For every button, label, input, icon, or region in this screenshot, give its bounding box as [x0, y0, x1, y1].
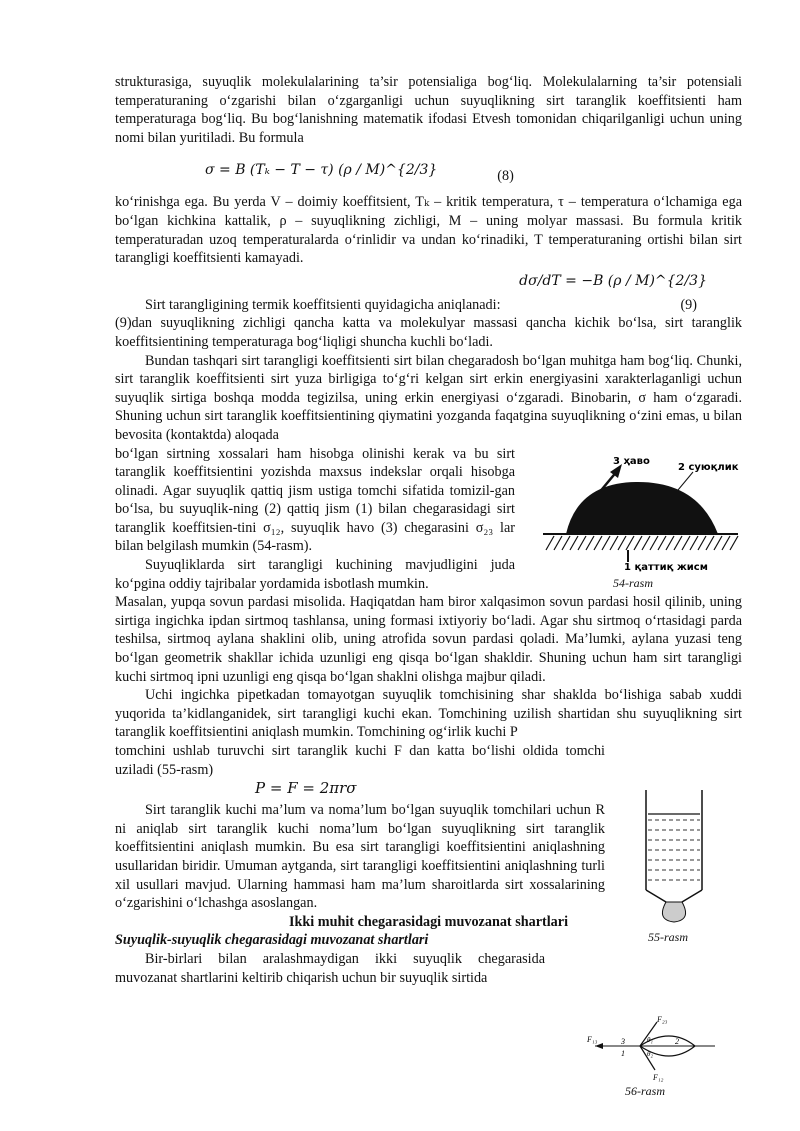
lens-diagram	[585, 1010, 725, 1085]
droplet-shape	[566, 482, 718, 534]
formula-number: (9)	[680, 296, 697, 313]
paragraph: strukturasiga, suyuqlik molekulalarining ta’sir potensialiga bog‘liq. Molekulalarning ta’sir potensiali temperaturaning o‘zgarishi bilan o‘zgarganligi uchun suyuqlikning sirt taranglik koeffitsienti ham temperaturaga bog‘liq. Bu bog‘lanishning matematik ifodasi Etvesh tomonidan chiqarilganligi uchun uning nomi bilan yuritiladi. Bu formula	[115, 74, 742, 146]
paragraph: Masalan, yupqa sovun pardasi misolida. Haqiqatdan ham biror xalqasimon sovun pardasi hosil qilinib, uning sirtiga ingichka ipdan sirtmoq tashlansa, uning formasi ixtiyoriy bo‘ladi. Agar shu sirtmoq o‘rtasidagi parda teshilsa, sirtmoq aylana shaklini olib, uning atrofida sovun pardasi qoladi. Ma’lumki, aylana yuzasi teng bo‘lgan geometrik shakllar ichida uzunligi eng qisqa bo‘lgan shakldir. Shuning uchun ham sirt tarangligi kuchi sirtmoq ipni uzunligi eng qisqa bo‘lgan shaklni olishga majbur qiladi.	[115, 594, 742, 685]
label-2: 2	[675, 1037, 679, 1046]
label-theta1: θ₁	[647, 1036, 653, 1044]
formula-9-line	[115, 296, 742, 315]
formula-9-row	[115, 272, 742, 292]
thermal-formula: dσ/dT = −B (ρ / M)^{2/3}	[519, 272, 707, 289]
paragraph: Suyuqliklarda sirt tarangligi kuchining mavjudligini juda ko‘pgina oddiy tajribalar yordamida isbotlash mumkin.	[115, 557, 515, 592]
paragraph: Bundan tashqari sirt tarangligi koeffitsienti sirt bilan chegaradosh bo‘lgan muhitga ham bog‘liq. Chunki, sirt taranglik koeffitsienti sirt yuza birligiga to‘g‘ri kelgan sirt erkin energiyasini xarakterlaganligi uchun suyuqlik sirtiga boshqa modda tegizilsa, uning erkin energiyasi o‘zgaradi. Binobarin, σ ham o‘zgaradi. Shuning uchun sirt taranglik koeffitsientining qiymatini yozganda faqatgina suyuqlikning o‘zini emas, u bilan bevosita (kontaktda) aloqada	[115, 352, 742, 443]
label-air: 3 ҳаво	[613, 456, 650, 467]
figure-caption: 54-rasm	[613, 576, 654, 590]
drop	[662, 902, 685, 922]
paragraph: Uchi ingichka pipetkadan tomayotgan suyuqlik tomchisining shar shaklda bo‘lishiga sabab xuddi yuqorida ta’kidlanganidek, sirt tarangligi kuchi ekan. Tomchining uzilish shartidan shu suyuqlikning sirt taranglik koeffitsientini aniqlash mumkin. Tomchining og‘irlik kuchi P	[115, 687, 742, 741]
formula-number: (8)	[497, 168, 514, 185]
label-3: 3	[621, 1037, 625, 1046]
label-f13: F₁₃	[587, 1035, 598, 1044]
figure-56	[585, 1010, 725, 1100]
paragraph: bo‘lgan sirtning xossalari ham hisobga olinishi kerak va bu sirt taranglik koeffitsientini yozishda maxsus indekslar orqali hisobga olinadi. Agar suyuqlik qattiq jism ustiga tomchi sifatida tomizil-gan bo‘lsa, bu suyuqlik-ning (2) qattiq jism (1) bilan chegarasidagi sirt taranglik koeffitsien-tini σ₁₂, suyuqlik havo (3) chegarasini σ₂₃ lar bilan belgilash mumkin (54-rasm).	[115, 445, 515, 555]
section-heading: Ikki muhit chegarasidagi muvozanat shartlari	[288, 913, 569, 930]
label-liquid: 2 суюқлик	[678, 462, 739, 473]
hatch	[546, 536, 738, 550]
droplet-diagram	[538, 452, 743, 577]
figure-caption: 55-rasm	[648, 930, 689, 944]
pipette-diagram	[640, 790, 710, 935]
paragraph: Sirt tarangligining termik koeffitsienti quyidagicha aniqlanadi:	[145, 296, 501, 313]
figure-55	[640, 790, 710, 950]
label-f23: F₂₃	[657, 1015, 668, 1024]
drop-formula: P = F = 2πrσ	[255, 779, 357, 798]
section-subheading: Suyuqlik-suyuqlik chegarasidagi muvozanat shartlari	[115, 932, 429, 949]
label-solid: 1 қаттиқ жисм	[624, 562, 708, 573]
paragraph: (9)dan suyuqlikning zichligi qancha katta va molekulyar massasi qancha kichik bo‘lsa, sirt taranglik koeffitsientining temperaturaga bog‘liqligi shuncha kuchli bo‘ladi.	[115, 315, 742, 350]
paragraph: Sirt taranglik kuchi ma’lum va noma’lum bo‘lgan suyuqlik tomchilari uchun R ni aniqlab sirt taranglik kuchi noma’lum bo‘lgan suyuqlikning sirt taranglik koeffitsientini aniqlash mumkin. Bu esa sirt tarangligi koeffitsientini aniqlashning usullaridan biridir. Umuman aytganda, sirt tarangligi koeffitsientini aniqlashning turli xil usullari mavjud. Ularning hammasi ham ma’lum sharoitlarda sirt xossalarining o‘zgarishini o‘lchashga asoslangan.	[115, 802, 605, 912]
label-f12: F₁₂	[653, 1073, 664, 1082]
label-1: 1	[621, 1049, 625, 1058]
etvesh-formula: σ = B (Tₖ − T − τ) (ρ / M)^{2/3}	[205, 162, 438, 179]
figure-caption: 56-rasm	[625, 1084, 666, 1098]
paragraph: tomchini ushlab turuvchi sirt taranglik kuchi F dan katta bo‘lishi oldida tomchi uziladi (55-rasm)	[115, 743, 605, 778]
formula-8-row	[115, 149, 742, 191]
figure-54	[538, 452, 743, 592]
paragraph: ko‘rinishga ega. Bu yerda V – doimiy koeffitsient, Tₖ – kritik temperatura, τ – temperatura o‘lchamiga ega bo‘lgan kichkina kattalik, ρ – suyuqlikning zichligi, M – uning molyar massasi. Bu formula kritik temperaturadan uzoq temperaturalarda o‘rinlidir va undan ko‘rinadiki, T temperaturaning ortishi bilan sirt tarangligi koeffitsienti kamayadi.	[115, 194, 742, 267]
paragraph: Bir-birlari bilan aralashmaydigan ikki suyuqlik chegarasida muvozanat shartlarini keltirib chiqarish uchun bir suyuqlik sirtida	[115, 950, 545, 986]
label-theta2: θ₂	[647, 1050, 653, 1058]
